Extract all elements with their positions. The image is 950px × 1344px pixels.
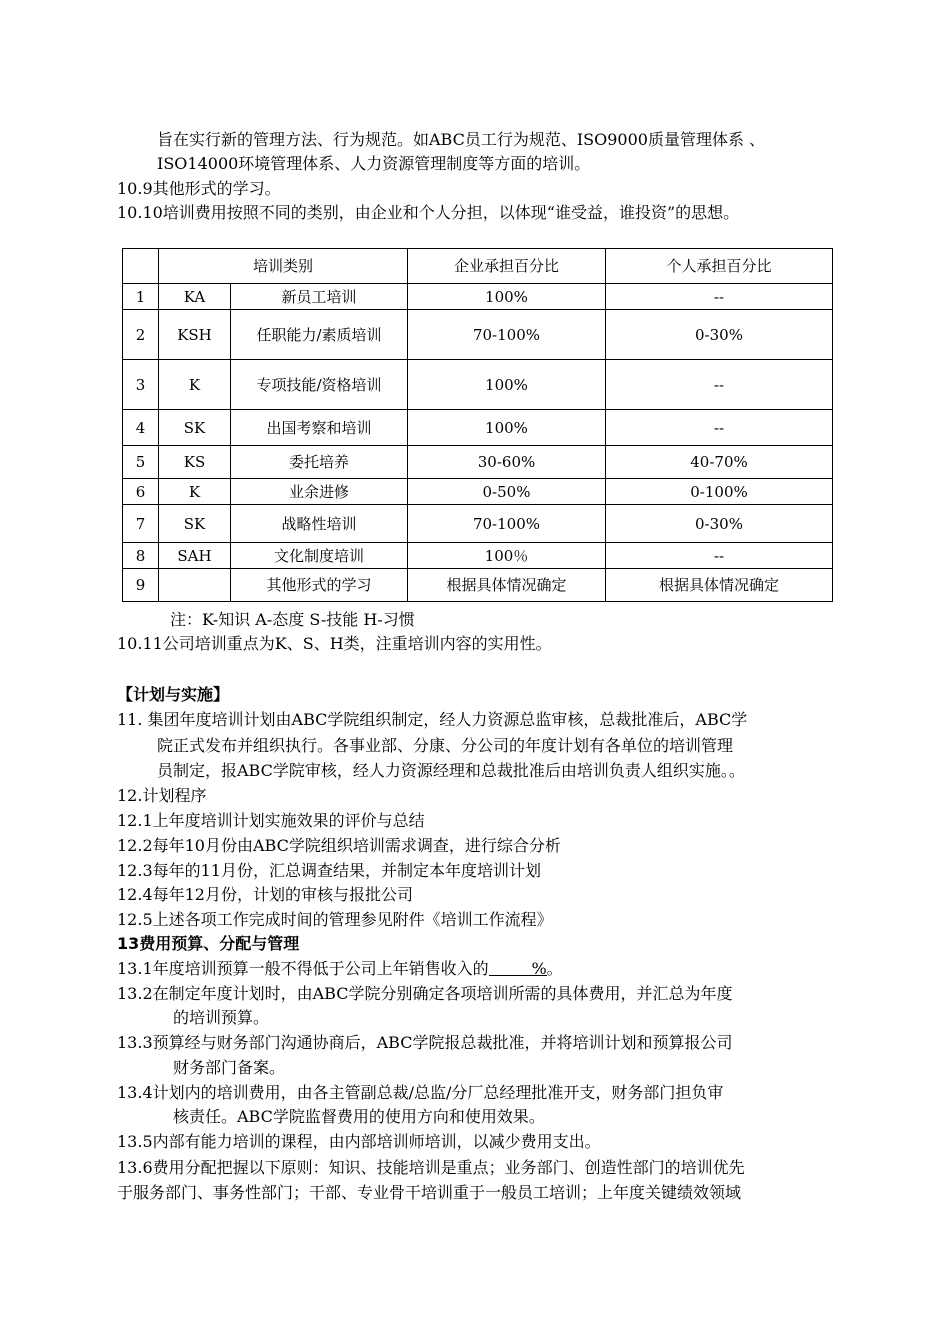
item-10-9: 10.9其他形式的学习。	[117, 179, 281, 198]
training-cost-table	[122, 248, 833, 602]
row-code: SAH	[159, 543, 231, 569]
row-corporate: 70-100%	[408, 310, 606, 360]
row-code	[159, 569, 231, 602]
row-index: 6	[123, 479, 159, 505]
row-index: 8	[123, 543, 159, 569]
row-index: 4	[123, 410, 159, 446]
row-code: KA	[159, 284, 231, 310]
row-index: 9	[123, 569, 159, 602]
row-name: 出国考察和培训	[231, 410, 408, 446]
table-row	[123, 505, 833, 543]
item-13-1-text: 13.1年度培训预算一般不得低于公司上年销售收入的	[117, 959, 489, 978]
item-12-4: 12.4每年12月份，计划的审核与报批公司	[117, 885, 413, 904]
section-title-plan: 【计划与实施】	[117, 685, 230, 704]
item-12: 12.计划程序	[117, 786, 207, 805]
row-corporate: 100%	[408, 410, 606, 446]
table-header-row	[123, 249, 833, 284]
row-code: K	[159, 479, 231, 505]
intro-line-2: ISO14000环境管理体系、人力资源管理制度等方面的培训。	[157, 154, 591, 173]
table-row	[123, 446, 833, 479]
table-note: 注：K-知识 A-态度 S-技能 H-习惯	[170, 610, 415, 629]
item-13-6-line-1: 13.6费用分配把握以下原则：知识、技能培训是重点；业务部门、创造性部门的培训优先	[117, 1158, 745, 1177]
table-row	[123, 360, 833, 410]
row-personal: 0-30%	[606, 310, 833, 360]
row-corporate: 100%	[408, 284, 606, 310]
row-index: 5	[123, 446, 159, 479]
header-category: 培训类别	[159, 249, 408, 284]
row-personal: 0-100%	[606, 479, 833, 505]
row-index: 3	[123, 360, 159, 410]
row-name: 新员工培训	[231, 284, 408, 310]
item-12-3: 12.3每年的11月份，汇总调查结果，并制定本年度培训计划	[117, 861, 541, 880]
table-row	[123, 310, 833, 360]
row-name: 业余进修	[231, 479, 408, 505]
row-personal: --	[606, 543, 833, 569]
item-10-10: 10.10培训费用按照不同的类别，由企业和个人分担，以体现“谁受益，谁投资”的思想。	[117, 203, 740, 222]
section-title-budget: 13费用预算、分配与管理	[117, 934, 300, 953]
row-name: 委托培养	[231, 446, 408, 479]
header-corporate: 企业承担百分比	[408, 249, 606, 284]
item-11-line-2: 院正式发布并组织执行。各事业部、分康、分公司的年度计划有各单位的培训管理	[157, 736, 734, 755]
header-personal: 个人承担百分比	[606, 249, 833, 284]
row-code: SK	[159, 410, 231, 446]
header-index-cell	[123, 249, 159, 284]
item-13-2-line-2: 的培训预算。	[173, 1008, 270, 1027]
item-13-4-line-1: 13.4计划内的培训费用，由各主管副总裁/总监/分厂总经理批准开支，财务部门担负审	[117, 1083, 724, 1102]
row-code: KSH	[159, 310, 231, 360]
item-12-5: 12.5上述各项工作完成时间的管理参见附件《培训工作流程》	[117, 910, 553, 929]
row-corporate: 100％	[408, 543, 606, 569]
item-13-6-line-2: 于服务部门、事务性部门；干部、专业骨干培训重于一般员工培训；上年度关键绩效领域	[117, 1183, 742, 1202]
item-10-11: 10.11公司培训重点为K、S、H类，注重培训内容的实用性。	[117, 634, 552, 653]
table-row	[123, 543, 833, 569]
item-13-3-line-2: 财务部门备案。	[173, 1058, 286, 1077]
row-personal: 根据具体情况确定	[606, 569, 833, 602]
row-name: 其他形式的学习	[231, 569, 408, 602]
row-corporate: 70-100%	[408, 505, 606, 543]
row-index: 7	[123, 505, 159, 543]
row-corporate: 30-60%	[408, 446, 606, 479]
item-13-4-line-2: 核责任。ABC学院监督费用的使用方向和使用效果。	[173, 1107, 545, 1126]
item-13-5: 13.5内部有能力培训的课程，由内部培训师培训，以减少费用支出。	[117, 1132, 601, 1151]
table-row	[123, 569, 833, 602]
item-13-1-end: 。	[546, 959, 563, 978]
row-name: 战略性培训	[231, 505, 408, 543]
row-personal: --	[606, 284, 833, 310]
table-row	[123, 284, 833, 310]
item-13-3-line-1: 13.3预算经与财务部门沟通协商后，ABC学院报总裁批准，并将培训计划和预算报公司	[117, 1033, 733, 1052]
item-11-line-3: 员制定，报ABC学院审核，经人力资源经理和总裁批准后由培训负责人组织实施。。	[157, 761, 745, 780]
item-13-2-line-1: 13.2在制定年度计划时，由ABC学院分别确定各项培训所需的具体费用，并汇总为年度	[117, 984, 733, 1003]
item-11-line-1: 11. 集团年度培训计划由ABC学院组织制定，经人力资源总监审核，总裁批准后，ABC学	[117, 710, 748, 729]
item-13-1	[117, 957, 563, 981]
row-index: 1	[123, 284, 159, 310]
row-name: 文化制度培训	[231, 543, 408, 569]
item-12-1: 12.1上年度培训计划实施效果的评价与总结	[117, 811, 425, 830]
intro-line-1: 旨在实行新的管理方法、行为规范。如ABC员工行为规范、ISO9000质量管理体系 、	[157, 130, 766, 149]
table-row	[123, 479, 833, 505]
item-12-2: 12.2每年10月份由ABC学院组织培训需求调查，进行综合分析	[117, 836, 561, 855]
table-row	[123, 410, 833, 446]
row-code: KS	[159, 446, 231, 479]
row-personal: --	[606, 410, 833, 446]
row-corporate: 0-50%	[408, 479, 606, 505]
row-index: 2	[123, 310, 159, 360]
row-personal: 0-30%	[606, 505, 833, 543]
row-corporate: 根据具体情况确定	[408, 569, 606, 602]
row-name: 专项技能/资格培训	[231, 360, 408, 410]
row-corporate: 100%	[408, 360, 606, 410]
row-name: 任职能力/素质培训	[231, 310, 408, 360]
row-personal: 40-70%	[606, 446, 833, 479]
row-code: K	[159, 360, 231, 410]
percent-blank: %	[489, 957, 547, 976]
row-code: SK	[159, 505, 231, 543]
row-personal: --	[606, 360, 833, 410]
